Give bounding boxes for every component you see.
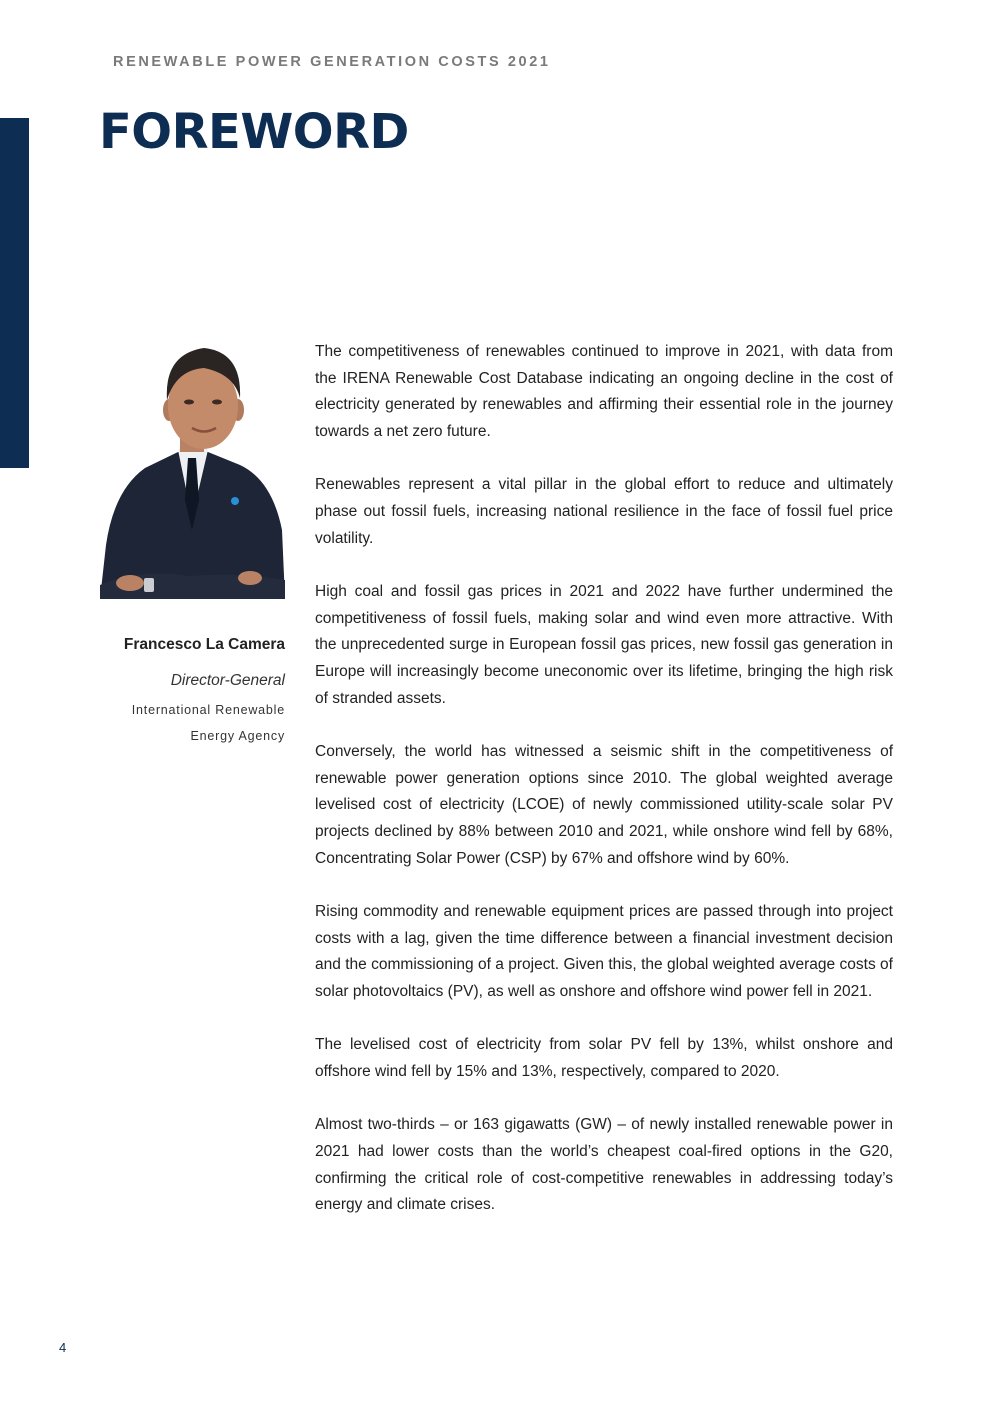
signatory-name: Francesco La Camera bbox=[123, 636, 285, 653]
paragraph: High coal and fossil gas prices in 2021 and 2022 have further undermined the competitiveness of fossil fuels, making solar and wind even more attractive. With the unprecedented surge in European fossil gas prices, new fossil gas generation in Europe will increasingly become uneconomic over its lifetime, bringing the high risk of stranded assets. bbox=[315, 582, 893, 707]
paragraph: Renewables represent a vital pillar in the global effort to reduce and ultimately phase out fossil fuels, increasing national resilience in the face of fossil fuel price volatility. bbox=[315, 476, 893, 547]
page-number: 4 bbox=[59, 1340, 67, 1355]
signatory-organization bbox=[100, 697, 285, 749]
org-line-1: International Renewable bbox=[131, 703, 285, 717]
paragraph: The competitiveness of renewables continued to improve in 2021, with data from the IRENA Renewable Cost Database indicating an ongoing decline in the cost of electricity generated by renewables and affirming their essential role in the journey towards a net zero future. bbox=[315, 343, 893, 441]
side-accent-bar bbox=[0, 118, 29, 468]
portrait-photo bbox=[100, 340, 285, 599]
page-title: FOREWORD bbox=[99, 104, 409, 160]
paragraph: The levelised cost of electricity from solar PV fell by 13%, whilst onshore and offshore wind fell by 15% and 13%, respectively, compared to 2020. bbox=[315, 1036, 893, 1080]
signatory-role: Director-General bbox=[170, 672, 285, 689]
paragraph: Conversely, the world has witnessed a seismic shift in the competitiveness of renewable power generation options since 2010. The global weighted average levelised cost of electricity (LCOE) of newly commissioned utility-scale solar PV projects declined by 88% between 2010 and 2021, while onshore wind fell by 68%, Concentrating Solar Power (CSP) by 67% and offshore wind by 60%. bbox=[315, 742, 893, 867]
paragraph: Rising commodity and renewable equipment prices are passed through into project costs with a lag, given the time difference between a financial investment decision and the commissioning of a project. Given this, the global weighted average costs of solar photovoltaics (PV), as well as onshore and offshore wind power fell in 2021. bbox=[315, 902, 893, 1001]
signature-block bbox=[100, 636, 285, 749]
paragraph: Almost two-thirds – or 163 gigawatts (GW) – of newly installed renewable power in 2021 had lower costs than the world’s cheapest coal-fired options in the G20, confirming the critical role of cost-competitive renewables in addressing today’s energy and climate crises. bbox=[315, 1116, 893, 1214]
org-line-2: Energy Agency bbox=[190, 729, 285, 743]
running-header: RENEWABLE POWER GENERATION COSTS 2021 bbox=[113, 54, 551, 70]
foreword-body bbox=[315, 339, 893, 1245]
